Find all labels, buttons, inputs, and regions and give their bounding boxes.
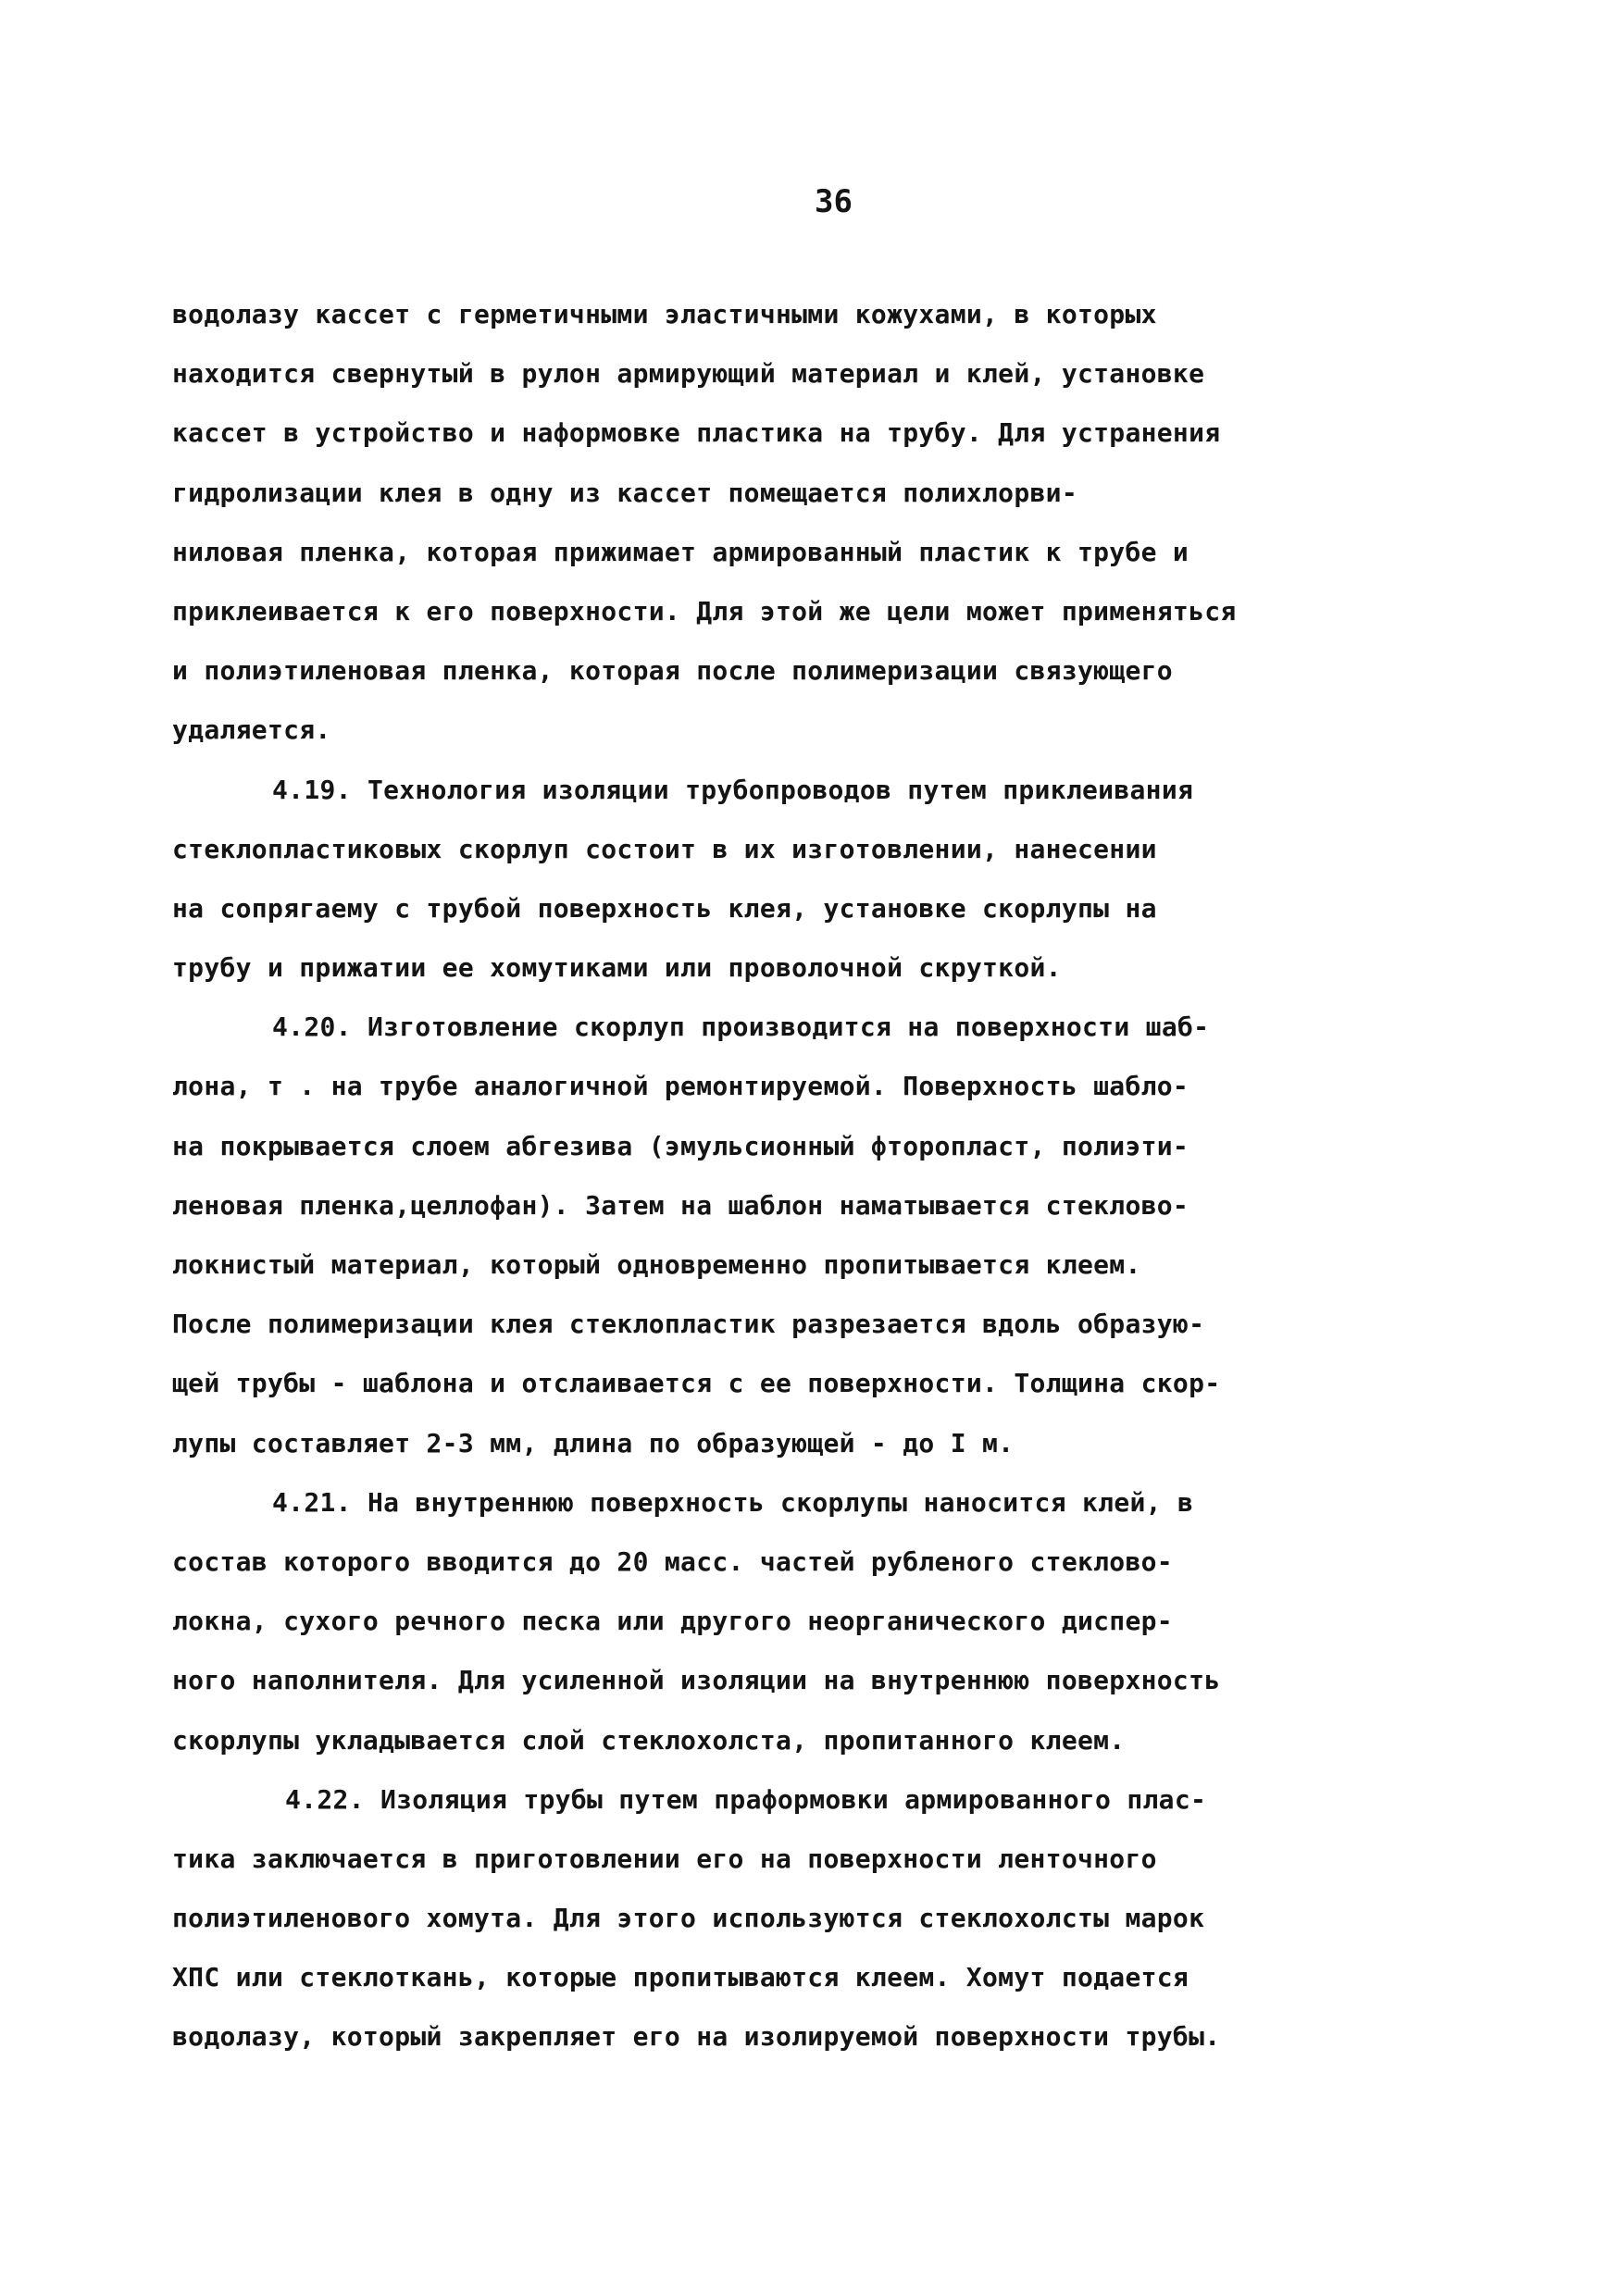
text-line: на сопрягаему с трубой поверхность клея, установке скорлупы на: [172, 892, 1157, 924]
text-line: и полиэтиленовая пленка, которая после полимеризации связующего: [172, 655, 1173, 687]
text-line: состав которого вводится до 20 масс. частей рубленого стеклово-: [172, 1545, 1173, 1577]
body-text: [172, 285, 1403, 2067]
paragraph-4-22-start: 4.22. Изоляция трубы путем праформовки армированного плас-: [285, 1783, 1207, 1815]
text-line: лона, т . на трубе аналогичной ремонтируемой. Поверхность шабло-: [172, 1071, 1189, 1102]
text-line: находится свернутый в рулон армирующий материал и клей, установке: [172, 358, 1205, 390]
text-line: лупы составляет 2-3 мм, длина по образующей - до I м.: [172, 1427, 1015, 1458]
paragraph-4-20-start: 4.20. Изготовление скорлуп производится на поверхности шаб-: [272, 1011, 1210, 1043]
text-line: ниловая пленка, которая прижимает армированный пластик к трубе и: [172, 536, 1189, 567]
text-line: кассет в устройство и наформовке пластика на трубу. Для устранения: [172, 417, 1221, 449]
text-line: ного наполнителя. Для усиленной изоляции на внутреннюю поверхность: [172, 1665, 1221, 1696]
paragraph-4-21-start: 4.21. На внутреннюю поверхность скорлупы наносится клей, в: [272, 1486, 1194, 1518]
text-line: приклеивается к его поверхности. Для этой же цели может применяться: [172, 595, 1237, 627]
text-line: ХПС или стеклоткань, которые пропитываются клеем. Хомут подается: [172, 1962, 1189, 1993]
text-line: трубу и прижатии ее хомутиками или проволочной скруткой.: [172, 952, 1062, 984]
text-line: на покрывается слоем абгезива (эмульсионный фторопласт, полиэти-: [172, 1130, 1189, 1161]
text-line: скорлупы укладывается слой стеклохолста, пропитанного клеем.: [172, 1724, 1126, 1756]
text-line: полиэтиленового хомута. Для этого используются стеклохолсты марок: [172, 1903, 1205, 1934]
text-line: гидролизации клея в одну из кассет помещается полихлорви-: [172, 477, 1077, 508]
text-line: локна, сухого речного песка или другого неорганического диспер-: [172, 1606, 1173, 1637]
text-line: водолазу кассет с герметичными эластичными кожухами, в которых: [172, 299, 1157, 329]
text-line: удаляется.: [172, 714, 331, 746]
paragraph-4-19-start: 4.19. Технология изоляции трубопроводов путем приклеивания: [272, 774, 1194, 805]
text-line: тика заключается в приготовлении его на поверхности ленточного: [172, 1843, 1157, 1874]
text-line: стеклопластиковых скорлуп состоит в их изготовлении, нанесении: [172, 833, 1157, 864]
text-line: леновая пленка,целлофан). Затем на шаблон наматывается стеклово-: [172, 1189, 1189, 1221]
text-line: щей трубы - шаблона и отслаивается с ее поверхности. Толщина скор-: [172, 1368, 1221, 1399]
page-number: 36: [815, 183, 853, 220]
text-line: локнистый материал, который одновременно пропитывается клеем.: [172, 1249, 1141, 1280]
text-line: После полимеризации клея стеклопластик разрезается вдоль образую-: [172, 1309, 1205, 1340]
text-line: водолазу, который закрепляет его на изолируемой поверхности трубы.: [172, 2021, 1221, 2053]
